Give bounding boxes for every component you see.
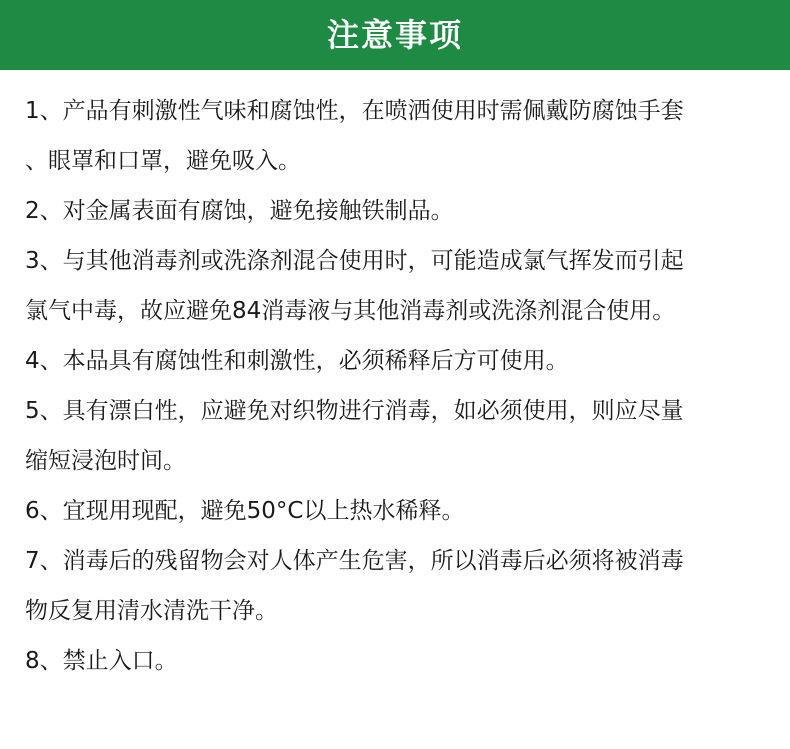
precaution-line: 1、产品有刺激性气味和腐蚀性，在喷洒使用时需佩戴防腐蚀手套 bbox=[25, 98, 684, 124]
precaution-line: 4、本品具有腐蚀性和刺激性，必须稀释后方可使用。 bbox=[25, 348, 569, 374]
precaution-line: 5、具有漂白性，应避免对织物进行消毒，如必须使用，则应尽量 bbox=[25, 398, 684, 424]
precaution-line: 6、宜现用现配，避免50°C以上热水稀释。 bbox=[25, 498, 465, 524]
precaution-line: 缩短浸泡时间。 bbox=[25, 448, 186, 474]
precaution-line: 8、禁止入口。 bbox=[25, 648, 178, 674]
header-banner bbox=[0, 0, 790, 70]
page-title: 注意事项 bbox=[326, 16, 463, 54]
precaution-line: 7、消毒后的残留物会对人体产生危害，所以消毒后必须将被消毒 bbox=[25, 548, 684, 574]
precaution-line: 2、对金属表面有腐蚀，避免接触铁制品。 bbox=[25, 198, 454, 224]
precaution-line: 氯气中毒，故应避免84消毒液与其他消毒剂或洗涤剂混合使用。 bbox=[25, 298, 676, 324]
precaution-line: 3、与其他消毒剂或洗涤剂混合使用时，可能造成氯气挥发而引起 bbox=[25, 248, 684, 274]
precaution-line: 、眼罩和口罩，避免吸入。 bbox=[25, 148, 301, 174]
precaution-line: 物反复用清水清洗干净。 bbox=[25, 598, 278, 624]
precautions-list bbox=[25, 86, 775, 686]
